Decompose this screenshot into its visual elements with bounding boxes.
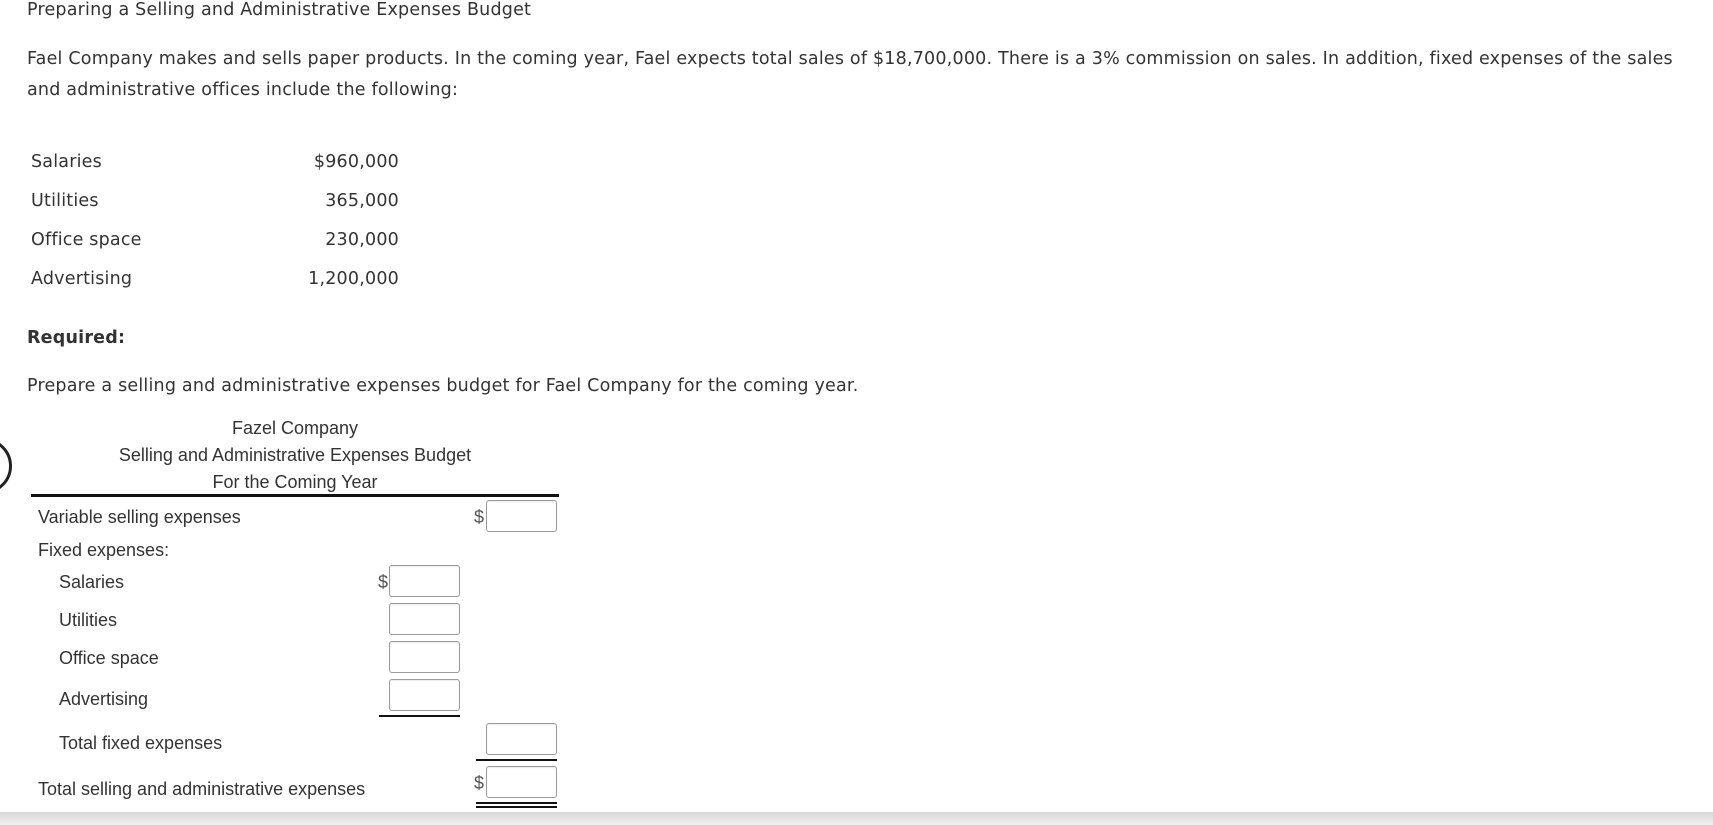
fixed-expense-amount: 230,000 — [325, 230, 399, 250]
fixed-expense-amount: 1,200,000 — [308, 269, 399, 289]
page-title: Preparing a Selling and Administrative Expenses Budget — [27, 0, 532, 20]
fixed-expense-label: Salaries — [31, 152, 102, 172]
total-fixed-rule — [476, 759, 557, 761]
utilities-label: Utilities — [59, 610, 118, 630]
fixed-expense-row — [31, 152, 399, 176]
total-fixed-input[interactable] — [486, 723, 557, 755]
advertising-input[interactable] — [389, 679, 460, 711]
budget-company: Fazel Company — [231, 418, 359, 438]
double-rule-bottom — [476, 806, 557, 808]
fixed-expense-label: Office space — [31, 230, 142, 250]
dollar-sign: $ — [474, 773, 485, 793]
variable-selling-input[interactable] — [486, 500, 557, 532]
total-fixed-label: Total fixed expenses — [59, 733, 223, 753]
total-sa-expenses-input[interactable] — [486, 766, 557, 798]
salaries-input[interactable] — [389, 565, 460, 597]
double-rule-top — [476, 802, 557, 804]
fixed-expense-amount: $960,000 — [313, 152, 399, 172]
subtotal-rule — [379, 715, 460, 717]
required-heading: Required: — [27, 328, 126, 348]
fixed-expense-label: Advertising — [31, 269, 133, 289]
header-rule — [31, 494, 559, 497]
total-sa-expenses-label: Total selling and administrative expenses — [38, 779, 366, 799]
fixed-expense-row — [31, 230, 399, 254]
scroll-edge-shadow — [0, 812, 1713, 825]
dollar-sign: $ — [474, 507, 485, 527]
fixed-expense-label: Utilities — [31, 191, 99, 211]
dollar-sign: $ — [378, 572, 389, 592]
salaries-label: Salaries — [59, 572, 125, 592]
fixed-expense-row — [31, 191, 399, 215]
budget-title: Selling and Administrative Expenses Budget — [118, 445, 472, 465]
instruction-text: Prepare a selling and administrative expenses budget for Fael Company for the coming year. — [27, 376, 859, 396]
fixed-expenses-heading: Fixed expenses: — [38, 540, 170, 560]
circle-icon — [0, 438, 12, 494]
utilities-input[interactable] — [389, 603, 460, 635]
fixed-expense-row — [31, 269, 399, 293]
problem-intro: Fael Company makes and sells paper products. In the coming year, Fael expects total sales of $18,700,000. There is a 3% commission on sales. In addition, fixed expenses of the sales and administrative offices include the following: — [27, 49, 1673, 100]
office-space-input[interactable] — [389, 641, 460, 673]
budget-period: For the Coming Year — [212, 472, 378, 492]
advertising-label: Advertising — [59, 689, 149, 709]
office-space-label: Office space — [59, 648, 159, 668]
variable-selling-label: Variable selling expenses — [38, 507, 241, 527]
fixed-expense-amount: 365,000 — [325, 191, 399, 211]
